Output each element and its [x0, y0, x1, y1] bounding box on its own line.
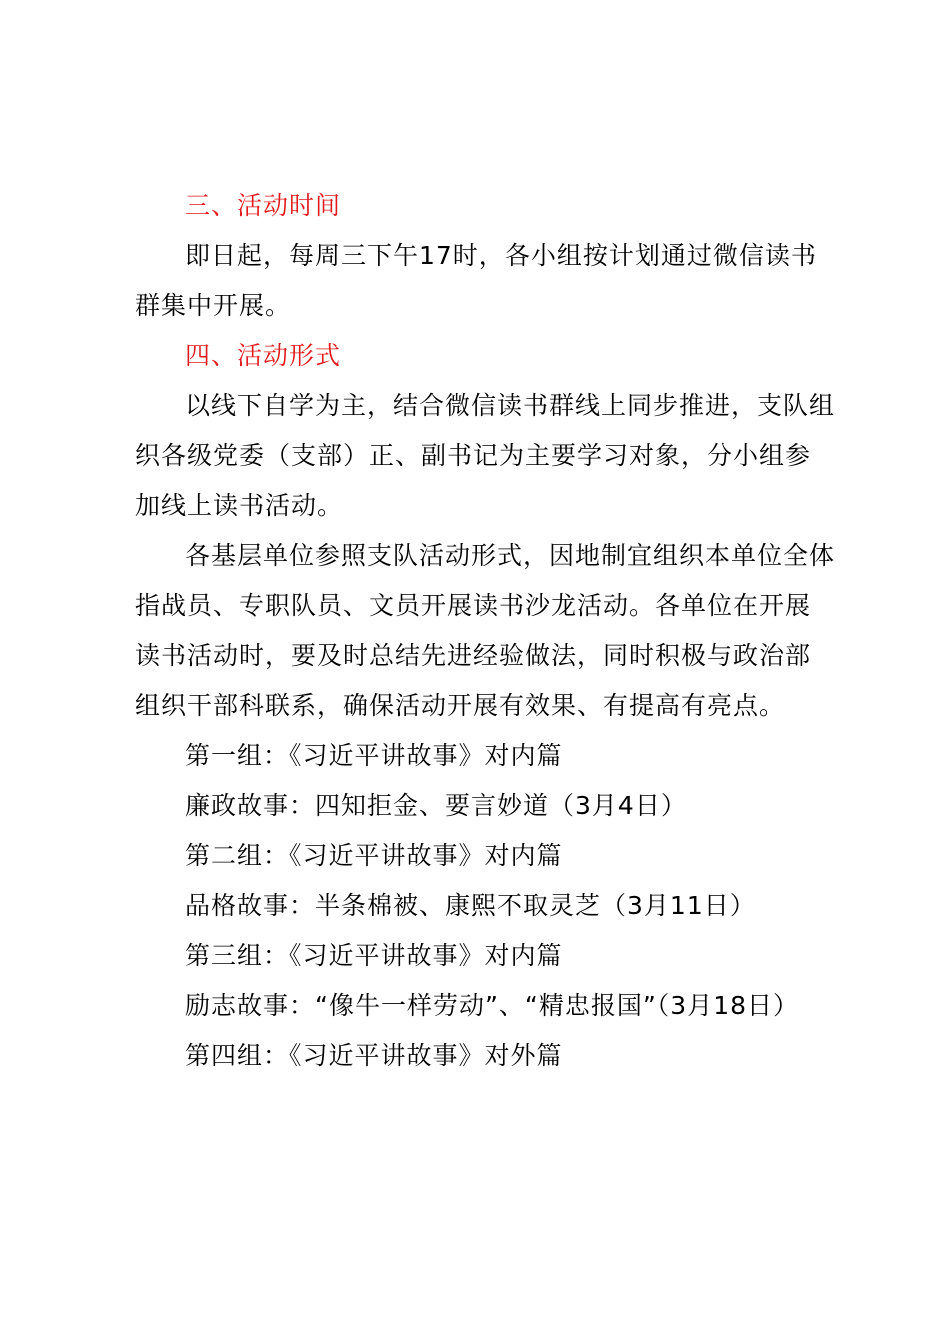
group-1-title: 第一组：《习近平讲故事》对内篇 — [185, 741, 563, 770]
activity-time-paragraph: 即日起，每周三下午17时，各小组按计划通过微信读书群集中开展。 — [135, 241, 817, 320]
activity-form-paragraph-2: 各基层单位参照支队活动形式，因地制宜组织本单位全体指战员、专职队员、文员开展读书沙龙活动。各单位在开展读书活动时，要及时总结先进经验做法，同时积极与政治部组织干部科联系，确保活动开展有效果、有提高有亮点。 — [135, 541, 836, 720]
group-3-title: 第三组：《习近平讲故事》对内篇 — [185, 941, 563, 970]
section-heading-activity-form: 四、活动形式 — [185, 341, 342, 370]
group-3-stories: 励志故事：“像牛一样劳动”、“精忠报国”（3月18日） — [185, 991, 800, 1020]
group-1-stories: 廉政故事：四知拒金、要言妙道（3月4日） — [185, 791, 687, 820]
document-body — [135, 181, 835, 1081]
group-2-title: 第二组：《习近平讲故事》对内篇 — [185, 841, 563, 870]
section-heading-activity-time: 三、活动时间 — [185, 191, 342, 220]
group-4-title: 第四组：《习近平讲故事》对外篇 — [185, 1041, 563, 1070]
group-2-stories: 品格故事：半条棉被、康熙不取灵芝（3月11日） — [185, 891, 756, 920]
activity-form-paragraph-1: 以线下自学为主，结合微信读书群线上同步推进，支队组织各级党委（支部）正、副书记为主要学习对象，分小组参加线上读书活动。 — [135, 391, 836, 520]
